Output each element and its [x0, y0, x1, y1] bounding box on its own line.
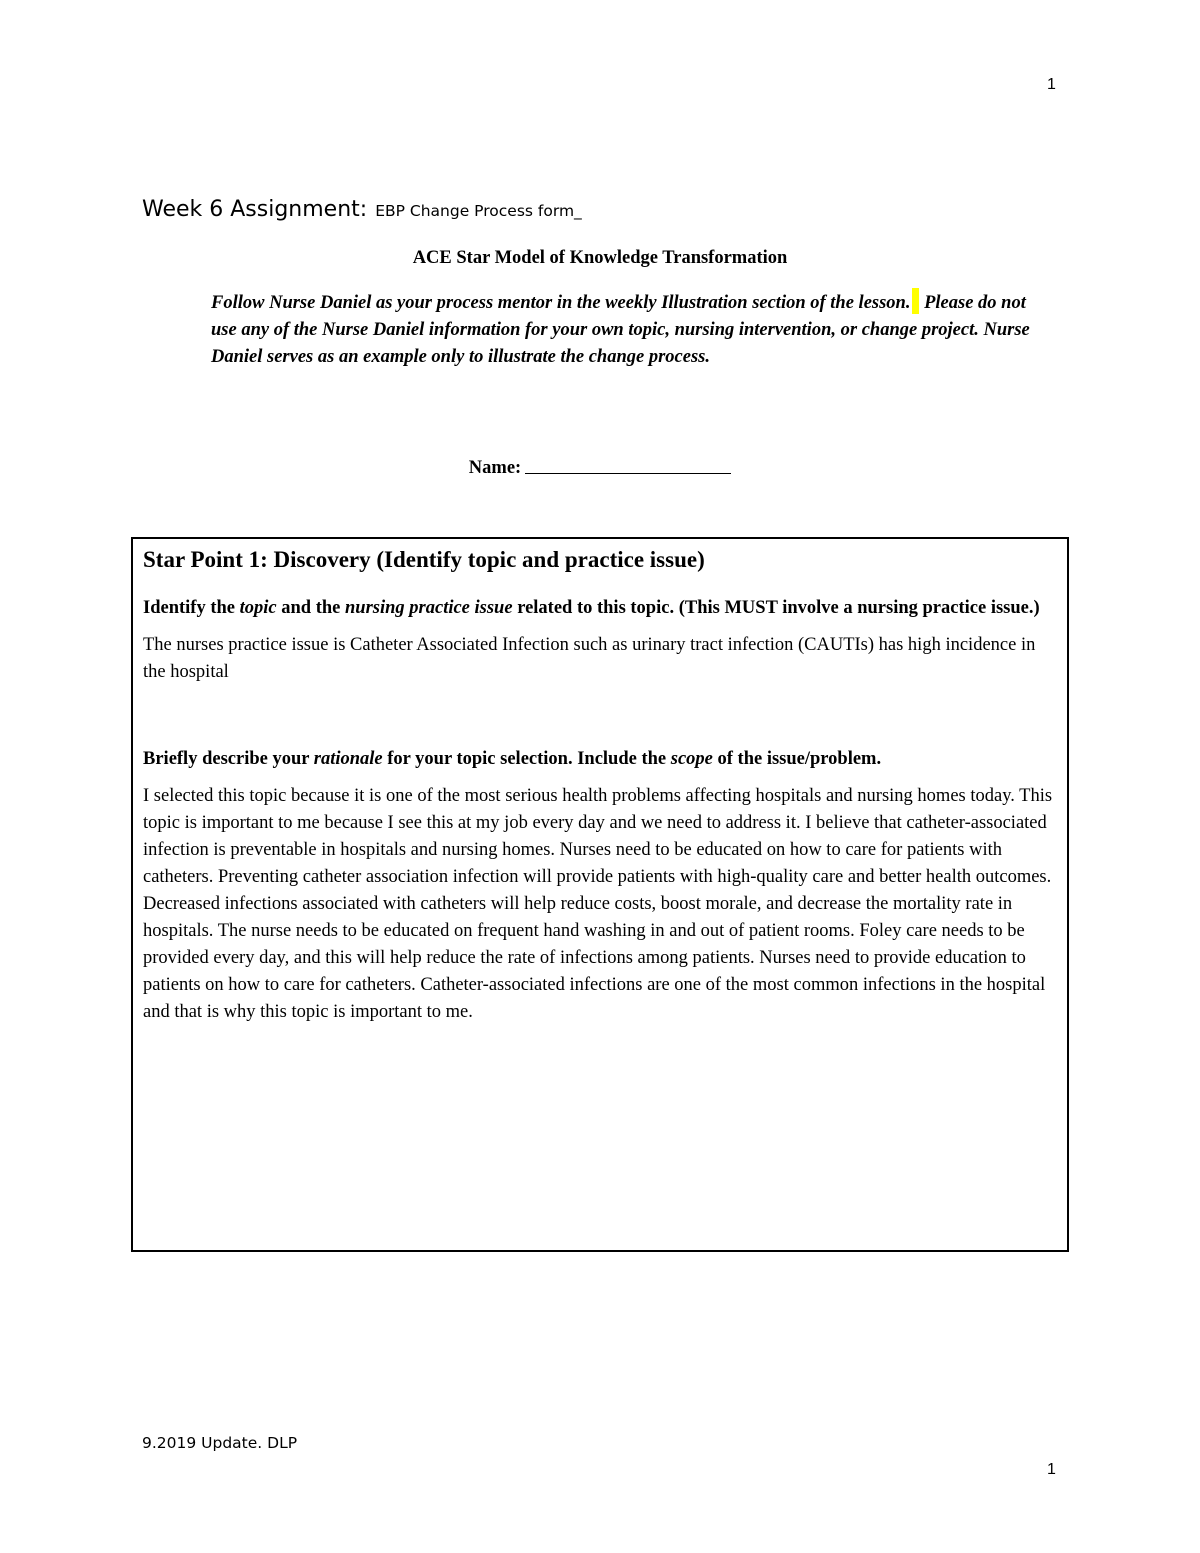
- highlight-marker: [912, 288, 919, 314]
- question-text: for your topic selection. Include the: [382, 749, 671, 769]
- question-text: Briefly describe your: [143, 749, 314, 769]
- assignment-title: Week 6 Assignment:: [142, 197, 368, 222]
- question-text: of the issue/problem.: [712, 749, 882, 769]
- name-label: Name:: [468, 458, 522, 478]
- answer-topic: The nurses practice issue is Catheter Associated Infection such as urinary tract infection (CAUTIs) has high incidence in the hospital: [143, 635, 1036, 682]
- intro-paragraph: [211, 288, 1041, 371]
- question-rationale: [143, 746, 1057, 773]
- name-blank-line[interactable]: [525, 455, 731, 474]
- star-point-box: [131, 537, 1069, 1252]
- assignment-subtitle: EBP Change Process form_: [375, 202, 582, 220]
- question-emphasis: nursing practice issue: [345, 598, 513, 618]
- question-topic: [143, 595, 1057, 622]
- footer-note: 9.2019 Update. DLP: [142, 1434, 298, 1452]
- page-number-top: 1: [1047, 76, 1056, 93]
- star-point-title: Star Point 1: Discovery (Identify topic and practice issue): [143, 547, 705, 572]
- question-emphasis: topic: [239, 598, 277, 618]
- model-title: ACE Star Model of Knowledge Transformation: [412, 248, 788, 268]
- question-text: Identify the: [143, 598, 240, 618]
- question-emphasis: scope: [670, 749, 713, 769]
- question-text: and the: [276, 598, 345, 618]
- question-text: related to this topic. (This MUST involve a nursing practice issue.): [512, 598, 1040, 618]
- page-number-bottom: 1: [1047, 1461, 1056, 1478]
- question-emphasis: rationale: [313, 749, 383, 769]
- answer-rationale: I selected this topic because it is one of the most serious health problems affecting hospitals and nursing homes today. This topic is important to me because I see this at my job every day and we need to address it. I believe that catheter-associated infection is preventable in hospitals and nursing homes. Nurses need to be educated on how to care for patients with catheters. Preventing catheter association infection will provide patients with high-quality care and better health outcomes. Decreased infections associated with catheters will help reduce costs, boost morale, and decrease the mortality rate in hospitals. The nurse needs to be educated on frequent hand washing in and out of patient rooms. Foley care needs to be provided every day, and this will help reduce the rate of infections among patients. Nurses need to provide education to patients on how to care for catheters. Catheter-associated infections are one of the most common infections in the hospital and that is why this topic is important to me.: [143, 786, 1053, 1022]
- intro-line-1: Follow Nurse Daniel as your process mentor in the weekly Illustration section of the lesson.: [211, 293, 911, 313]
- name-field-row: [0, 455, 1200, 479]
- assignment-heading: [142, 197, 582, 222]
- intro-rest: Please do not use any of the Nurse Daniel information for your own topic, nursing intervention, or change project. Nurse Daniel serves as an example only to illustrate the change process.: [211, 293, 1030, 367]
